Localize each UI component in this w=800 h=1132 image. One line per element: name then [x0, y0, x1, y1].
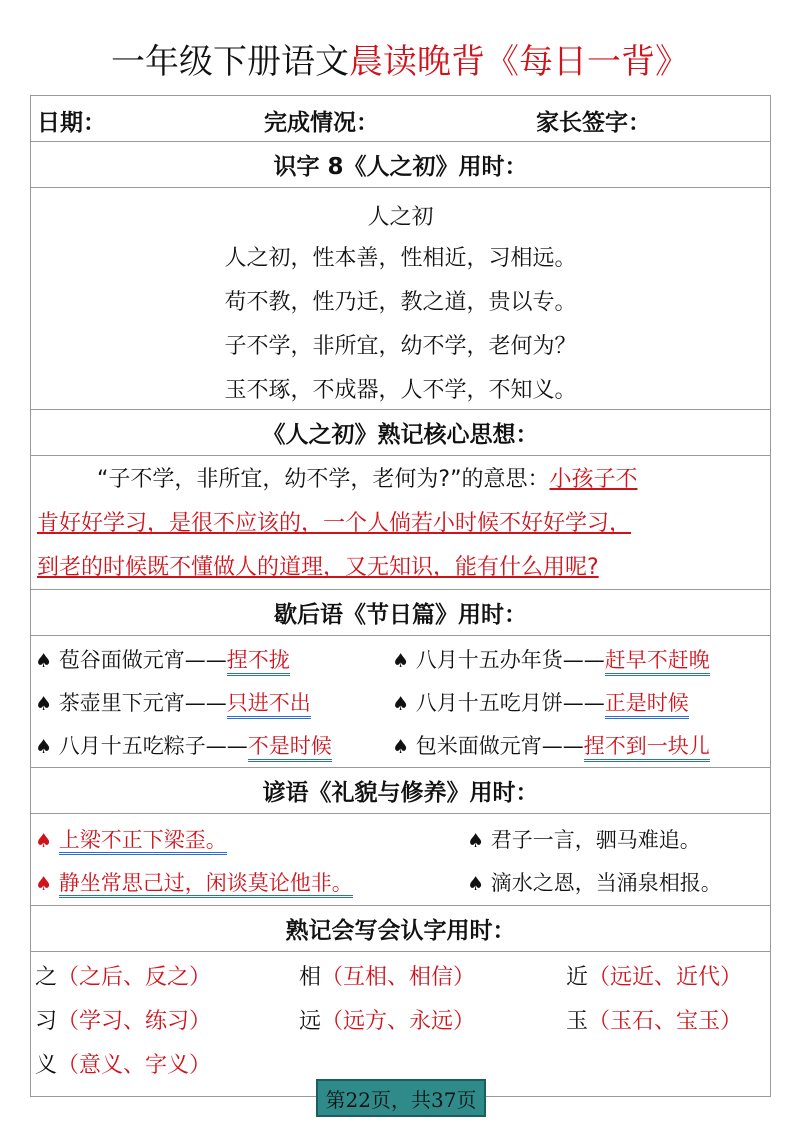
- poem-block: [31, 188, 770, 410]
- char-item: 习（学习、练习）: [35, 1009, 212, 1034]
- poem-line: 人之初，性本善，性相近，习相远。: [224, 246, 577, 271]
- xiehouyu-block: [31, 636, 770, 768]
- meaning-answer: 肯好好学习，是很不应该的，一个人倘若小时候不好好学习，: [37, 511, 632, 536]
- xiehouyu-item: ♠ 茶壶里下元宵——只进不出: [35, 687, 311, 717]
- char-item: 近（远近、近代）: [566, 965, 743, 990]
- xiehouyu-answer: 只进不出: [227, 691, 311, 719]
- xiehouyu-answer: 不是时候: [248, 734, 332, 762]
- proverb-item: ♠ 滴水之恩，当涌泉相报。: [467, 871, 722, 895]
- proverb-item: ♠ 静坐常思己过，闲谈莫论他非。: [35, 867, 353, 897]
- char-item: 远（远方、永远）: [299, 1009, 476, 1034]
- poem-line: 苟不教，性乃迁，教之道，贵以专。: [224, 290, 577, 315]
- spade-icon: ♠: [35, 650, 53, 672]
- page-number-badge: 第22页，共37页: [316, 1079, 486, 1117]
- characters-block: [31, 952, 770, 1096]
- xiehouyu-item: ♠ 八月十五吃月饼——正是时候: [392, 687, 689, 717]
- spade-icon: ♠: [392, 650, 410, 672]
- poem-title: 人之初: [367, 205, 434, 230]
- spade-icon: ♠: [392, 693, 410, 715]
- spade-icon: ♠: [392, 736, 410, 758]
- section-header-core-idea: 《人之初》熟记核心思想：: [31, 410, 770, 456]
- date-label: 日期：: [37, 110, 106, 136]
- meaning-block: [31, 456, 770, 590]
- proverbs-block: [31, 814, 770, 906]
- status-label: 完成情况：: [264, 110, 379, 136]
- xiehouyu-answer: 捏不到一块儿: [584, 734, 710, 762]
- poem-line: 子不学，非所宜，幼不学，老何为？: [224, 334, 577, 359]
- section-header-xiehouyu: 歇后语《节日篇》用时：: [31, 590, 770, 636]
- meaning-lead: “子不学，非所宜，幼不学，老何为?”的意思：: [97, 467, 550, 492]
- spade-icon: ♠: [35, 693, 53, 715]
- char-item: 义（意义、字义）: [35, 1053, 212, 1078]
- worksheet-table: [30, 95, 771, 1097]
- meaning-answer: 小孩子不: [549, 467, 638, 492]
- parent-sign-label: 家长签字：: [536, 110, 651, 136]
- xiehouyu-answer: 正是时候: [605, 691, 689, 719]
- spade-icon: ♠: [35, 830, 53, 852]
- info-row: [31, 96, 770, 142]
- spade-icon: ♠: [467, 830, 485, 852]
- page-title: [0, 40, 800, 84]
- xiehouyu-answer: 捏不拢: [227, 648, 290, 676]
- xiehouyu-item: ♠ 苞谷面做元宵——捏不拢: [35, 644, 290, 674]
- section-header-poem: 识字 8《人之初》用时：: [31, 142, 770, 188]
- title-main: 一年级下册语文: [111, 42, 349, 82]
- proverb-item: ♠ 上梁不正下梁歪。: [35, 824, 227, 854]
- spade-icon: ♠: [467, 873, 485, 895]
- section-header-characters: 熟记会写会认字用时：: [31, 906, 770, 952]
- proverb-item: ♠ 君子一言，驷马难追。: [467, 828, 701, 852]
- section-header-proverbs: 谚语《礼貌与修养》用时：: [31, 768, 770, 814]
- xiehouyu-item: ♠ 包米面做元宵——捏不到一块儿: [392, 730, 710, 760]
- char-item: 相（互相、相信）: [299, 965, 476, 990]
- char-item: 之（之后、反之）: [35, 965, 212, 990]
- title-highlight: 晨读晚背《每日一背》: [349, 42, 689, 82]
- spade-icon: ♠: [35, 873, 53, 895]
- spade-icon: ♠: [35, 736, 53, 758]
- poem-line: 玉不琢，不成器，人不学，不知义。: [224, 378, 577, 403]
- meaning-answer: 到老的时候既不懂做人的道理，又无知识，能有什么用呢?: [37, 555, 599, 580]
- xiehouyu-item: ♠ 八月十五办年货——赶早不赶晚: [392, 644, 710, 674]
- char-item: 玉（玉石、宝玉）: [566, 1009, 743, 1034]
- xiehouyu-answer: 赶早不赶晚: [605, 648, 710, 676]
- xiehouyu-item: ♠ 八月十五吃粽子——不是时候: [35, 730, 332, 760]
